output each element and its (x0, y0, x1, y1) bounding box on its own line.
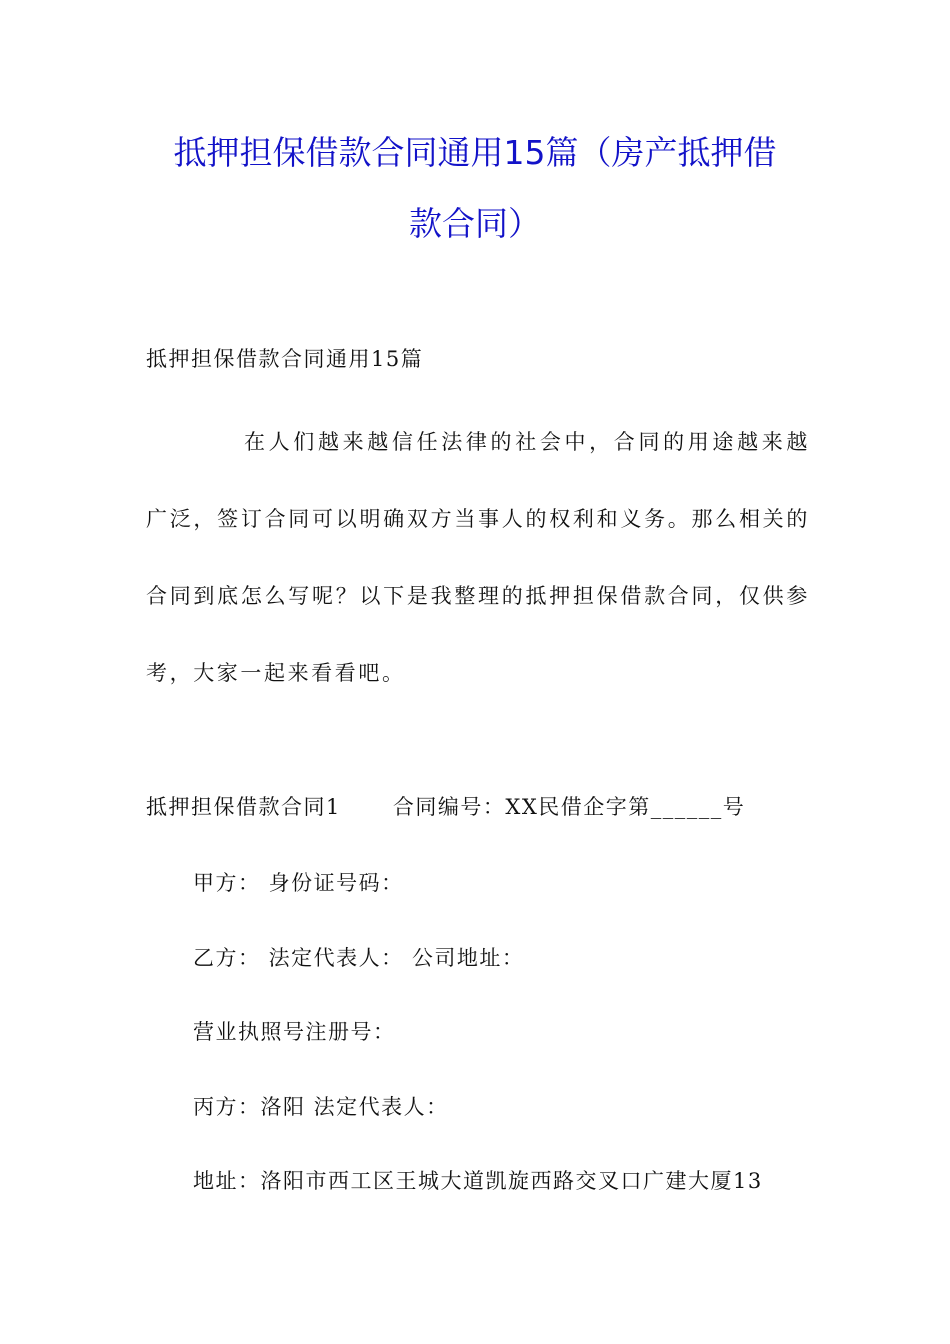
party-a-line: 甲方： 身份证号码： (193, 871, 404, 895)
party-c-line: 丙方：洛阳 法定代表人： (193, 1095, 449, 1119)
contract-number: 合同编号：XX民借企字第______号 (392, 795, 746, 819)
document-subtitle: 抵押担保借款合同通用15篇 (146, 347, 424, 371)
party-b-line: 乙方： 法定代表人： 公司地址： (193, 946, 525, 970)
document-title-line-1: 抵押担保借款合同通用15篇（房产抵押借 (173, 133, 777, 172)
contract-heading-row (146, 797, 745, 818)
contract-heading: 抵押担保借款合同1 (146, 795, 341, 819)
business-license-line: 营业执照号注册号： (193, 1020, 396, 1044)
document-title-line-2: 款合同） (409, 204, 541, 243)
address-line: 地址：洛阳市西工区王城大道凯旋西路交叉口广建大厦13 (193, 1169, 763, 1193)
intro-paragraph: 在人们越来越信任法律的社会中，合同的用途越来越广泛，签订合同可以明确双方当事人的权利和义务。那么相关的合同到底怎么写呢？以下是我整理的抵押担保借款合同，仅供参考，大家一起来看看吧。 (146, 430, 810, 685)
